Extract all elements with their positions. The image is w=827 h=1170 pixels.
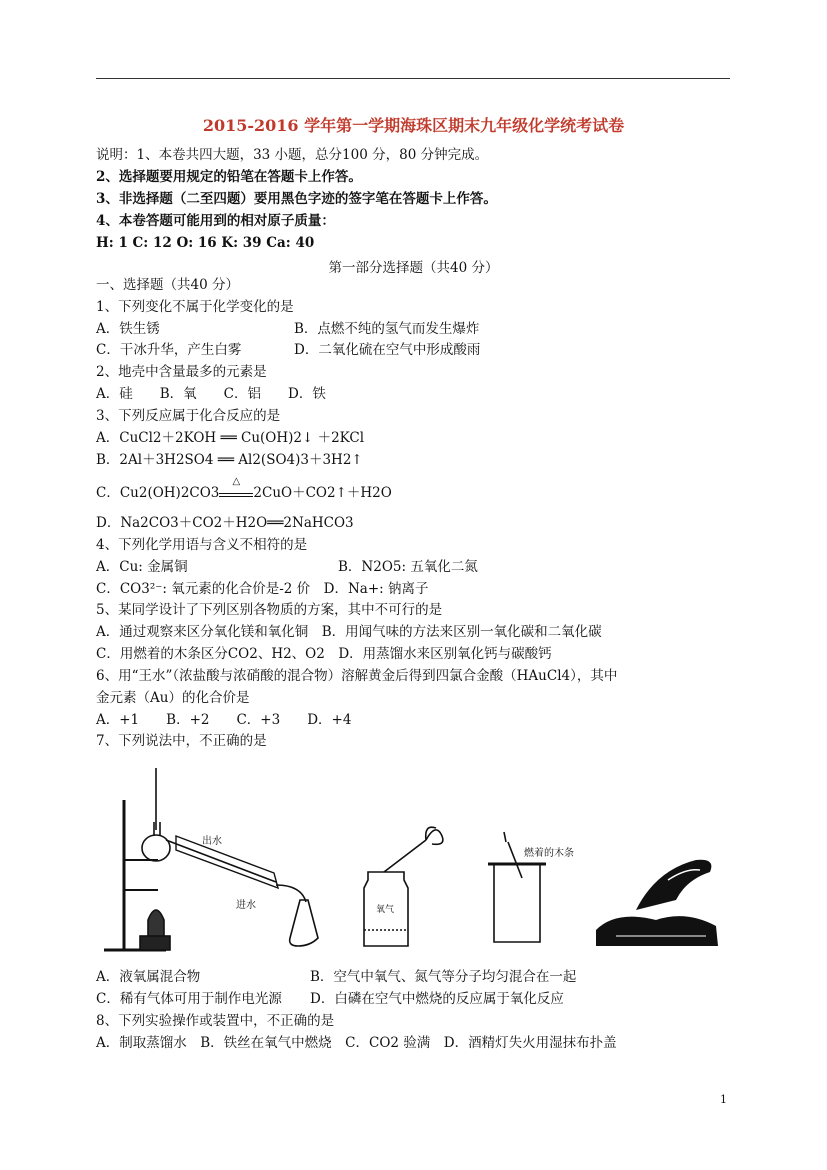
q3-c-reactant: C．Cu2(OH)2CO3	[96, 485, 220, 501]
q4-option-b: B．N2O5: 五氧化二氮	[338, 559, 478, 575]
page-number: 1	[720, 1093, 727, 1106]
in-water-label: 进水	[236, 900, 256, 911]
equals-sign	[219, 493, 253, 497]
q6-stem-2: 金元素（Au）的化合价是	[96, 690, 250, 706]
intro-line-4: 4、本卷答题可能用到的相对原子质量：	[96, 213, 335, 229]
iron-wire-combustion-figure	[364, 827, 443, 946]
intro-line-1: 说明：1、本卷共四大题，33 小题，总分100 分，80 分钟完成。	[96, 147, 489, 163]
part-title: 一、选择题（共40 分）	[96, 277, 239, 293]
q8-figures	[96, 760, 736, 960]
q7-option-b: B．空气中氧气、氮气等分子均匀混合在一起	[310, 969, 577, 985]
q8-options: A．制取蒸馏水 B．铁丝在氧气中燃烧 C．CO2 验满 D．酒精灯失火用湿抹布扑盖	[96, 1035, 617, 1051]
q7-stem: 7、下列说法中，不正确的是	[96, 733, 267, 749]
alcohol-lamp-fire-figure	[596, 860, 718, 946]
distillation-apparatus-figure	[104, 768, 318, 950]
q3-option-d: D．Na2CO3＋CO2＋H2O══2NaHCO3	[96, 515, 354, 531]
q3-c-products: 2CuO＋CO2↑＋H2O	[253, 485, 392, 501]
q1-option-d: D．二氧化硫在空气中形成酸雨	[294, 342, 481, 358]
apparatus-illustrations	[96, 760, 736, 960]
q3-stem: 3、下列反应属于化合反应的是	[96, 408, 281, 424]
reaction-condition	[219, 476, 253, 497]
heat-symbol: △	[232, 476, 241, 487]
out-water-label: 出水	[202, 836, 222, 847]
q3-option-c	[96, 476, 392, 502]
section-title: 第一部分选择题（共40 分）	[328, 260, 499, 276]
q4-option-cd: C．CO3²⁻: 氧元素的化合价是-2 价 D．Na+: 钠离子	[96, 581, 429, 597]
intro-line-2: 2、选择题要用规定的铅笔在答题卡上作答。	[96, 169, 362, 185]
q3-option-b: B．2Al＋3H2SO4 ══ Al2(SO4)3＋3H2↑	[96, 452, 363, 468]
q5-option-cd: C．用燃着的木条区分CO2、H2、O2 D．用蒸馏水来区别氧化钙与碳酸钙	[96, 646, 552, 662]
header-rule	[96, 78, 730, 79]
q7-option-c: C．稀有气体可用于制作电光源	[96, 991, 282, 1007]
q3-option-a: A．CuCl2＋2KOH ══ Cu(OH)2↓ ＋2KCl	[96, 430, 365, 446]
page-title: 2015-2016 学年第一学期海珠区期末九年级化学统考试卷	[202, 116, 625, 135]
q1-option-c: C．干冰升华，产生白雾	[96, 342, 242, 358]
q2-stem: 2、地壳中含量最多的元素是	[96, 364, 267, 380]
q6-options: A．+1 B．+2 C．+3 D．+4	[96, 712, 352, 728]
svg-text:氧气: 氧气	[376, 905, 395, 915]
q8-stem: 8、下列实验操作或装置中，不正确的是	[96, 1013, 335, 1029]
q7-option-a: A．液氧属混合物	[96, 969, 201, 985]
intro-line-3: 3、非选择题（二至四题）要用黑色字迹的签字笔在答题卡上作答。	[96, 191, 497, 207]
burning-stick-label: 燃着的木条	[524, 848, 574, 859]
q1-stem: 1、下列变化不属于化学变化的是	[96, 299, 294, 315]
q5-option-ab: A．通过观察来区分氧化镁和氧化铜 B．用闻气味的方法来区别一氧化碳和二氧化碳	[96, 624, 602, 640]
q5-stem: 5、某同学设计了下列区别各物质的方案，其中不可行的是	[96, 602, 443, 618]
q1-option-b: B．点燃不纯的氢气而发生爆炸	[294, 321, 480, 337]
q2-options: A．硅 B．氧 C．铝 D．铁	[96, 386, 326, 402]
q4-option-a: A．Cu: 金属铜	[96, 559, 188, 575]
q1-option-a: A．铁生锈	[96, 321, 160, 337]
q7-option-d: D．白磷在空气中燃烧的反应属于氧化反应	[310, 991, 564, 1007]
atomic-masses: H: 1 C: 12 O: 16 K: 39 Ca: 40	[96, 235, 315, 251]
q4-stem: 4、下列化学用语与含义不相符的是	[96, 537, 308, 553]
q6-stem-1: 6、用“王水”（浓盐酸与浓硝酸的混合物）溶解黄金后得到四氯合金酸（HAuCl4），其中	[96, 668, 618, 684]
